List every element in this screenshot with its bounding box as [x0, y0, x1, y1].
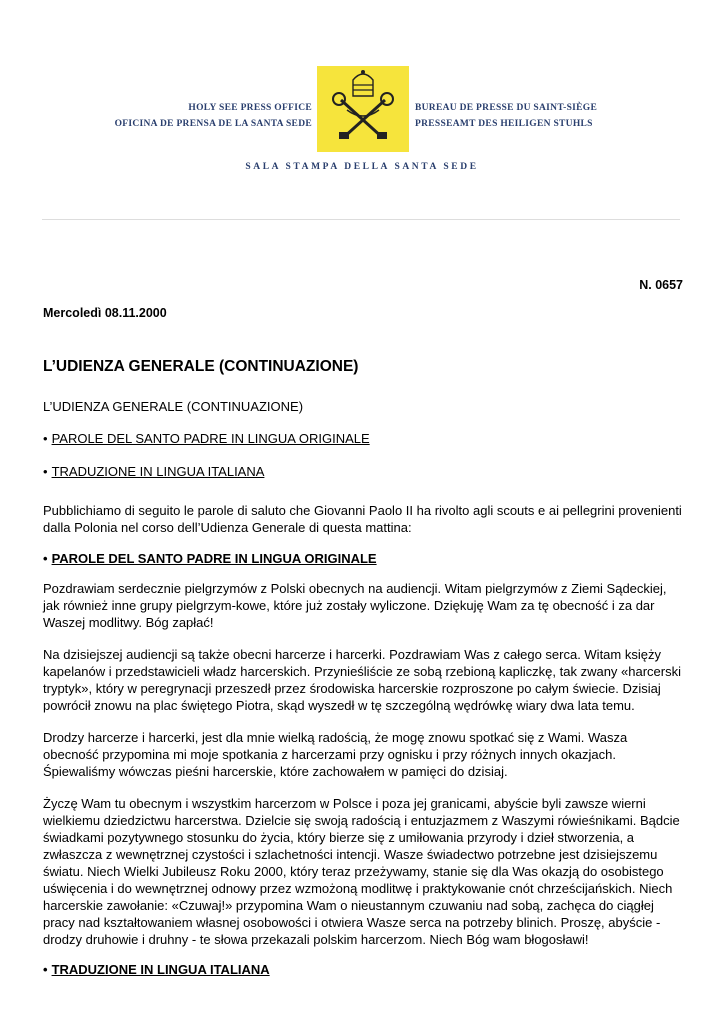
bulletin-title: L’UDIENZA GENERALE (CONTINUAZIONE) [43, 358, 359, 375]
link-original-language[interactable]: PAROLE DEL SANTO PADRE IN LINGUA ORIGINALE [51, 431, 370, 446]
bullet-icon: • [43, 551, 48, 566]
section-link-original[interactable]: PAROLE DEL SANTO PADRE IN LINGUA ORIGINALE [51, 551, 377, 566]
header-left-text [115, 100, 312, 132]
bullet-icon: • [43, 464, 48, 479]
paragraph: Drodzy harcerze i harcerki, jest dla mnie wielką radością, że mogę znowu spotkać się z Wami. Wasza obecność przypomina mi moje spotkania z harcerzami przy ognisku i przy różnych innych okazjach. Śpiewaliśmy wówczas pieśni harcerskie, które zachowałem w pamięci do dzisiaj. [43, 730, 628, 779]
header-left-line1: HOLY SEE PRESS OFFICE [188, 103, 312, 113]
section-heading-original [43, 550, 683, 567]
header-right-text [415, 100, 597, 132]
header-right-line1: BUREAU DE PRESSE DU SAINT-SIÈGE [415, 103, 598, 113]
bulletin-number: N. 0657 [639, 278, 683, 292]
bulletin-content [43, 277, 683, 978]
link-item-original [43, 430, 683, 447]
header-right-line2: PRESSEAMT DES HEILIGEN STUHLS [415, 119, 593, 129]
section-link-translation[interactable]: TRADUZIONE IN LINGUA ITALIANA [51, 962, 270, 977]
header-bottom-text: SALA STAMPA DELLA SANTA SEDE [245, 162, 479, 172]
header-left-line2: OFICINA DE PRENSA DE LA SANTA SEDE [114, 119, 312, 129]
section-heading-translation [43, 961, 683, 978]
press-office-header [0, 0, 724, 230]
link-item-translation [43, 463, 683, 480]
link-italian-translation[interactable]: TRADUZIONE IN LINGUA ITALIANA [51, 464, 265, 479]
papal-keys-icon [317, 66, 409, 152]
bulletin-date: Mercoledì 08.11.2000 [43, 306, 167, 320]
bullet-icon: • [43, 431, 48, 446]
intro-paragraph: Pubblichiamo di seguito le parole di saluto che Giovanni Paolo II ha rivolto agli scouts e ai pellegrini provenienti dalla Polonia nel corso dell’Udienza Generale di questa mattina: [43, 503, 682, 535]
paragraph: Na dzisiejszej audiencji są także obecni harcerze i harcerki. Pozdrawiam Was z całego serca. Witam księży kapelanów i przedstawicieli władz harcerskich. Przynieśliście ze sobą rzebioną kapliczkę, tak zwany «harcerski tryptyk», który w peregrynacji przeszedł przez środowiska harcerskie rozproszone po całym świecie. Dzisiaj powrócił znowu na plac świętego Piotra, skąd wyszedł w tę szczególną wędrówkę wiary dwa lata temu. [43, 647, 681, 713]
bulletin-subtitle: L’UDIENZA GENERALE (CONTINUAZIONE) [43, 399, 304, 414]
paragraph: Pozdrawiam serdecznie pielgrzymów z Polski obecnych na audiencji. Witam pielgrzymów z Ziemi Sądeckiej, jak również inne grupy pielgrzym-kowe, które już zostały wyliczone. Dziękuję Wam za tę obecność i za dar Waszej modlitwy. Bóg zapłać! [43, 581, 667, 630]
header-divider [42, 219, 680, 220]
paragraph: Życzę Wam tu obecnym i wszystkim harcerzom w Polsce i poza jej granicami, abyście byli zawsze wierni wielkiemu dziedzictwu harcerstwa. Dzielcie się swoją radością i entuzjazmem z Waszymi rówieśnikami. Bądcie świadkami pozytywnego stosunku do życia, który bierze się z umiłowania przyrody i dzieł stworzenia, a zwłaszcza z wewnętrznej czystości i szlachetności intencji. Wasze świadectwo potrzebne jest dzisiejszemu światu. Niech Wielki Jubileusz Roku 2000, który teraz przeżywamy, stanie się dla Was okazją do osobistego uświęcenia i do wewnętrznej odnowy przez wzmożoną modlitwę i praktykowanie cnót chrześcijańskich. Niech harcerskie zawołanie: «Czuwaj!» przypomina Wam o nieustannym czuwaniu nad sobą, zachęca do ciągłej pracy nad kształtowaniem własnej osobowości i otwiera Wasze serca na potrzeby blinich. Proszę, abyście - drodzy druhowie i druhny - te słowa przekazali polskim harcerzom. Niech Bóg wam błogosławi! [43, 796, 680, 947]
holy-see-emblem [317, 66, 409, 152]
bullet-icon: • [43, 962, 48, 977]
